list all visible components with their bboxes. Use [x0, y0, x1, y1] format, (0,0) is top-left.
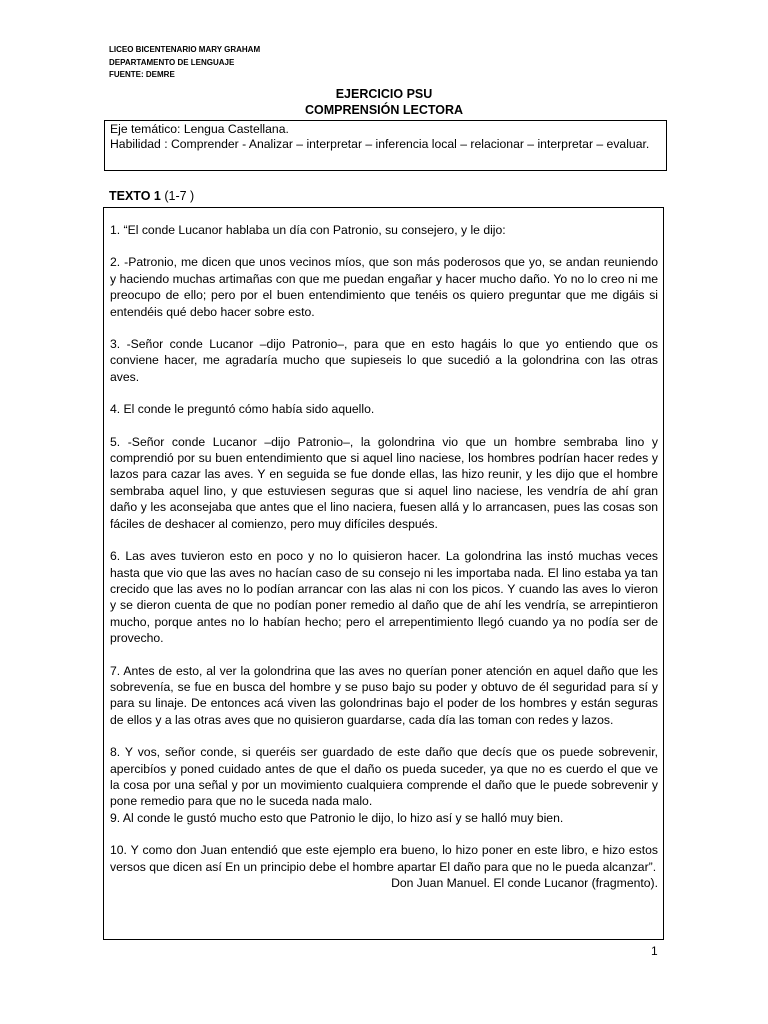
school-name: LICEO BICENTENARIO MARY GRAHAM [109, 45, 261, 54]
paragraph-1: 1. “El conde Lucanor hablaba un día con Patronio, su consejero, y le dijo: [110, 223, 506, 237]
thematic-axis-line: Eje temático: Lengua Castellana. [110, 122, 289, 136]
document-title [0, 86, 768, 118]
text-label-range: (1-7 ) [164, 189, 195, 203]
title-line-2: COMPRENSIÓN LECTORA [304, 103, 464, 117]
paragraph-2: 2. -Patronio, me dicen que unos vecinos míos, que son más poderosos que yo, se andan reuniendo y haciendo muchas artimañas con que me puedan engañar y hacer mucho daño. Yo no lo creo ni me preocupo de ello; pero por el buen entendimiento que tenéis os quiero preguntar que me digáis si entendéis qué debo hacer sobre esto. [110, 255, 658, 319]
skills-line: Habilidad : Comprender - Analizar – interpretar – inferencia local – relacionar – interpretar – evaluar. [110, 137, 650, 152]
paragraph-9: 9. Al conde le gustó mucho esto que Patronio le dijo, lo hizo así y se halló muy bien. [110, 810, 564, 825]
page-number: 1 [651, 944, 658, 958]
paragraph-5: 5. -Señor conde Lucanor –dijo Patronio–, la golondrina vio que un hombre sembraba lino y comprendió por su buen entendimiento que si aquel lino naciese, los hombres podrían hacer redes y lazos para cazar las aves. Y en seguida se fue donde ellas, las hizo reunir, y les dijo que el hombre sembraba aquel lino, y que estuviesen seguras que si aquel lino naciese, les vendría de ahí gran daño y les aconsejaba que antes que el lino naciera, fuesen allá y lo arrancasen, pues las cosas son fáciles de deshacer al comienzo, pero muy difíciles después. [110, 434, 658, 531]
paragraph-10: 10. Y como don Juan entendió que este ejemplo era bueno, lo hizo poner en este libro, e hizo estos versos que dicen así En un principio debe el hombre apartar El daño para que no le pueda alcanzar”. [110, 843, 658, 874]
source-line: FUENTE: DEMRE [109, 70, 175, 79]
paragraph-4: 4. El conde le preguntó cómo había sido aquello. [110, 402, 375, 417]
paragraph-3: 3. -Señor conde Lucanor –dijo Patronio–, para que en esto hagáis lo que yo entiendo que os conviene hacer, me agradaría mucho que supieseis lo que sucedió a la golondrina con las otras aves. [110, 337, 658, 384]
paragraph-8: 8. Y vos, señor conde, si queréis ser guardado de este daño que decís que os puede sobrevenir, apercibíos y poned cuidado antes de que el daño os pueda suceder, ya que no es cuerdo el que ve la cosa por una señal y por un movimiento cualquiera comprende el daño que le puede sobrevenir y pone remedio para que no le suceda nada malo. [110, 745, 658, 809]
paragraph-7: 7. Antes de esto, al ver la golondrina que las aves no querían poner atención en aquel daño que les sobrevenía, se fue en busca del hombre y se puso bajo su poder y obtuvo de él seguridad para sí y para su linaje. De entonces acá viven las golondrinas bajo el poder de los hombres y están seguras de ellos y a las otras aves que no quisieron guardarse, cada día las toman con redes y lazos. [110, 663, 658, 727]
paragraph-6: 6. Las aves tuvieron esto en poco y no lo quisieron hacer. La golondrina las instó muchas veces hasta que vio que las aves no hacían caso de su consejo ni les importaba nada. El lino estaba ya tan crecido que las aves no lo podían arrancar con las alas ni con los picos. Y cuando las aves lo vieron y se dieron cuenta de que no podían poner remedio al daño que de ahí les vendría, se arrepintieron mucho, porque antes no lo habían hecho; pero el arrepentimiento llegó cuando ya no podía ser de provecho. [110, 549, 658, 646]
thematic-axis-box [104, 120, 667, 171]
title-line-1: EJERCICIO PSU [335, 87, 433, 101]
document-header [109, 44, 260, 82]
text-section-label [109, 188, 194, 204]
reading-text-box [103, 207, 664, 940]
text-label-prefix: TEXTO 1 [109, 189, 161, 203]
department-name: DEPARTAMENTO DE LENGUAJE [109, 57, 235, 67]
source-credit: Don Juan Manuel. El conde Lucanor (fragmento). [391, 876, 658, 890]
